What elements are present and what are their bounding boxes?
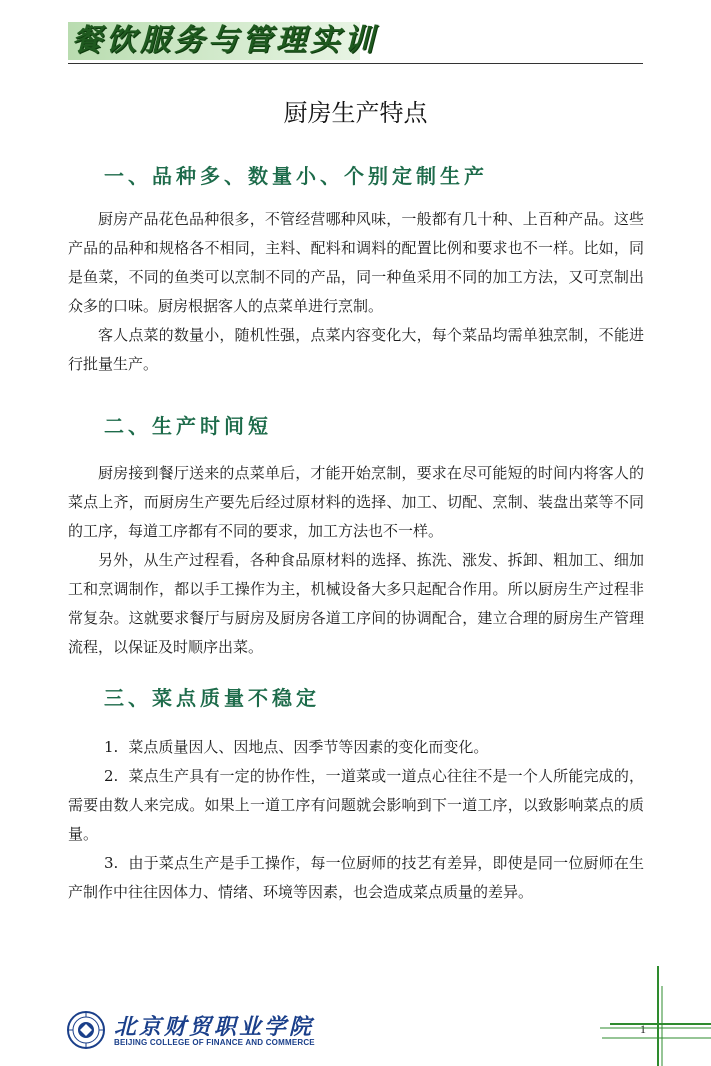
college-name-cn: 北京财贸职业学院 [114,1014,315,1040]
corner-decoration-icon [600,966,711,1066]
college-emblem-icon [66,1010,106,1050]
list-item-3 [68,849,644,907]
page-number: 1 [640,1022,646,1036]
list-item-text: 菜点质量因人、因地点、因季节等因素的变化而变化。 [128,738,489,756]
list-item-number: 1. [104,738,119,756]
list-item-number: 2. [104,767,119,785]
college-name-en: BEIJING COLLEGE OF FINANCE AND COMMERCE [114,1038,315,1047]
list-item-2 [68,762,644,849]
section-heading-3: 三、菜点质量不稳定 [104,686,320,710]
header-divider [68,63,643,64]
document-title: 厨房生产特点 [283,99,428,127]
list-item-1 [68,733,644,762]
header-title: 餐饮服务与管理实训 [72,23,378,58]
section-1-paragraph-1: 厨房产品花色品种很多，不管经营哪种风味，一般都有几十种、上百种产品。这些产品的品种和规格各不相同，主料、配料和调料的配置比例和要求也不一样。比如，同是鱼菜，不同的鱼类可以烹制不同的产品，同一种鱼采用不同的加工方法，又可烹制出众多的口味。厨房根据客人的点菜单进行烹制。 [68,210,644,315]
list-item-text: 由于菜点生产是手工操作，每一位厨师的技艺有差异，即使是同一位厨师在生产制作中往往因体力、情绪、环境等因素，也会造成菜点质量的差异。 [68,854,644,901]
section-2-paragraph-1: 厨房接到餐厅送来的点菜单后，才能开始烹制，要求在尽可能短的时间内将客人的菜点上齐，而厨房生产要先后经过原材料的选择、加工、切配、烹制、装盘出菜等不同的工序，每道工序都有不同的要求，加工方法也不一样。 [68,464,644,540]
section-1-paragraph-2: 客人点菜的数量小，随机性强，点菜内容变化大，每个菜品均需单独烹制，不能进行批量生产。 [68,326,644,373]
list-item-number: 3. [104,854,119,872]
section-2-paragraph-2: 另外，从生产过程看，各种食品原材料的选择、拣洗、涨发、拆卸、粗加工、细加工和烹调制作，都以手工操作为主，机械设备大多只起配合作用。所以厨房生产过程非常复杂。这就要求餐厅与厨房及厨房各道工序间的协调配合，建立合理的厨房生产管理流程，以保证及时顺序出菜。 [68,551,644,656]
college-logo [66,1010,315,1054]
section-heading-2: 二、生产时间短 [104,414,272,438]
list-item-text: 菜点生产具有一定的协作性，一道菜或一道点心往往不是一个人所能完成的，需要由数人来完成。如果上一道工序有问题就会影响到下一道工序，以致影响菜点的质量。 [68,767,644,843]
section-heading-1: 一、品种多、数量小、个别定制生产 [104,164,488,188]
